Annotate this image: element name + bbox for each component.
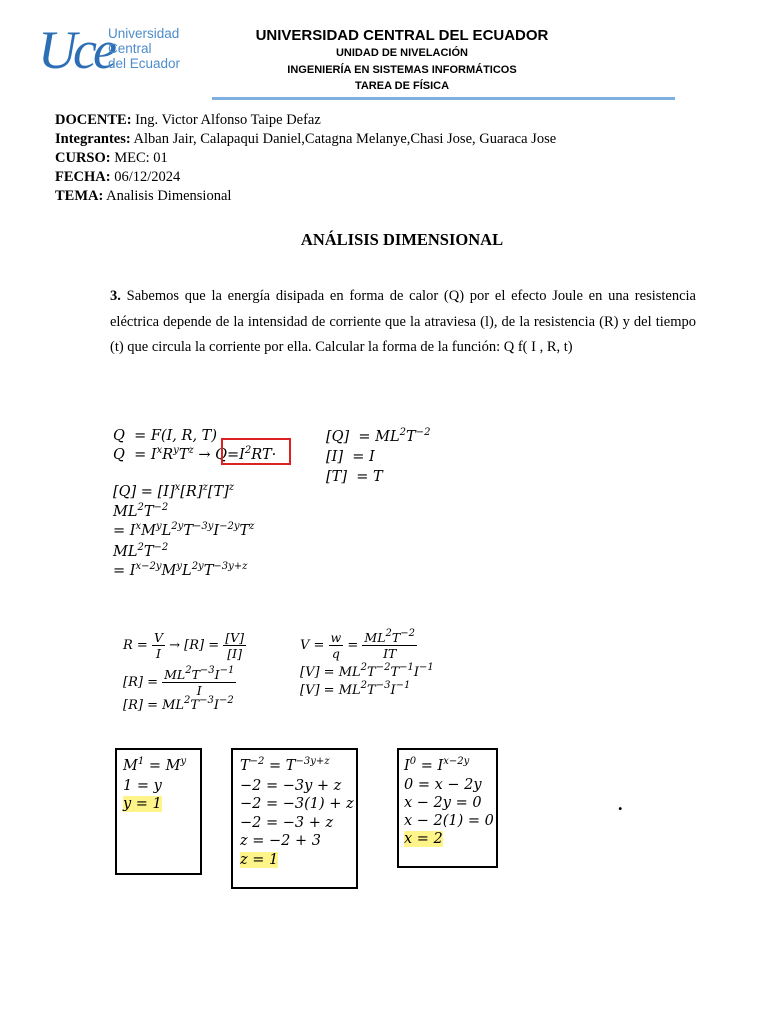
equation-dimensions: $[Q] = [I]^x[R]^z[T]^z$: [113, 482, 235, 500]
unit-title: UNIDAD DE NIVELACIÓN: [335, 47, 468, 59]
header-divider: [212, 97, 675, 100]
dimension-T: [T] = T: [326, 469, 383, 485]
voltage-result: $[V] = ML^2T^{-3}I^{-1}$: [300, 680, 411, 698]
box-z-line-2: −2 = −3y + z: [240, 778, 342, 794]
resistance-dimension: [R] = $\frac{ML^2T^{-3}I^{-1}}{I}$: [123, 665, 235, 698]
university-logo-mark: Uce: [38, 20, 113, 80]
box-x-line-1: $I^0 = I^{x-2y}$: [404, 756, 470, 774]
resistance-result: $[R] = ML^2T^{-3}I^{-2}$: [123, 695, 234, 713]
tema-line: TEMA: Analisis Dimensional: [55, 188, 232, 204]
curso-line: CURSO: MEC: 01: [55, 150, 168, 166]
equation-powers: $Q = I^xR^yT^z \to Q=I^2RT\cdot$: [113, 445, 277, 463]
box-x-result: x = 2: [404, 831, 443, 847]
box-y-line-2: 1 = y: [123, 778, 162, 794]
box-z-result: z = 1: [240, 852, 279, 868]
box-z-line-4: −2 = −3 + z: [240, 815, 334, 831]
equation-line-6: $ML^2T^{-2}$: [113, 542, 169, 560]
box-x-line-2: 0 = x − 2y: [404, 777, 482, 793]
logo-line-3: del Ecuador: [108, 56, 181, 71]
assignment-title: TAREA DE FÍSICA: [354, 80, 450, 92]
integrantes-line: Integrantes: Alban Jair, Calapaqui Daniel,Catagna Melanye,Chasi Jose, Guaraca Jose: [55, 131, 557, 147]
problem-statement: 3. Sabemos que la energía disipada en forma de calor (Q) por el efecto Joule en una resistencia eléctrica depende de la intensidad de corriente que la atraviesa (l), de la resistencia (R) y del tiempo (t) que circula la corriente por ella. Calcular la forma de la función: Q f( I , R, t): [110, 288, 696, 355]
university-title: UNIVERSIDAD CENTRAL DEL ECUADOR: [255, 27, 549, 44]
document-title: ANÁLISIS DIMENSIONAL: [300, 230, 504, 249]
equation-line-7: = $I^{x-2y}M^yL^{2y}T^{-3y+z}$: [113, 561, 248, 579]
box-z-line-5: z = −2 + 3: [240, 833, 321, 849]
box-z-line-3: −2 = −3(1) + z: [240, 796, 354, 812]
dimension-I: [I] = I: [326, 449, 375, 465]
career-title: INGENIERÍA EN SISTEMAS INFORMÁTICOS: [287, 64, 517, 76]
university-logo-text: [108, 26, 180, 71]
box-x-line-4: x − 2(1) = 0: [404, 813, 494, 829]
docente-line: DOCENTE: Ing. Victor Alfonso Taipe Defaz: [55, 112, 321, 128]
box-x-line-3: x − 2y = 0: [404, 795, 482, 811]
equation-line-5: = $I^xM^yL^{2y}T^{-3y}I^{-2y}T^z$: [113, 521, 255, 539]
answer-box: [221, 438, 291, 465]
stray-dot: .: [618, 794, 623, 814]
voltage-definition: V = $\frac{w}{q}$ = $\frac{ML^2T^{-2}}{IT}$: [300, 628, 415, 661]
box-y-result: y = 1: [123, 796, 162, 812]
box-z-line-1: $T^{-2} = T^{-3y+z}$: [240, 756, 330, 774]
equation-function: Q = F(I, R, T): [113, 428, 217, 444]
box-y-line-1: $M^1 = M^y$: [123, 756, 187, 774]
resistance-definition: R = $\frac{V}{I}$ → [R] = $\frac{[V]}{[I]}$: [123, 630, 245, 661]
dimension-Q: $[Q] = ML^2T^{-2}$: [326, 427, 431, 445]
logo-line-2: Central: [108, 41, 152, 56]
logo-line-1: Universidad: [108, 26, 180, 41]
voltage-dimension: $[V] = ML^2T^{-2}T^{-1}I^{-1}$: [300, 662, 434, 680]
equation-line-4: $ML^2T^{-2}$: [113, 502, 169, 520]
fecha-line: FECHA: 06/12/2024: [55, 169, 181, 185]
